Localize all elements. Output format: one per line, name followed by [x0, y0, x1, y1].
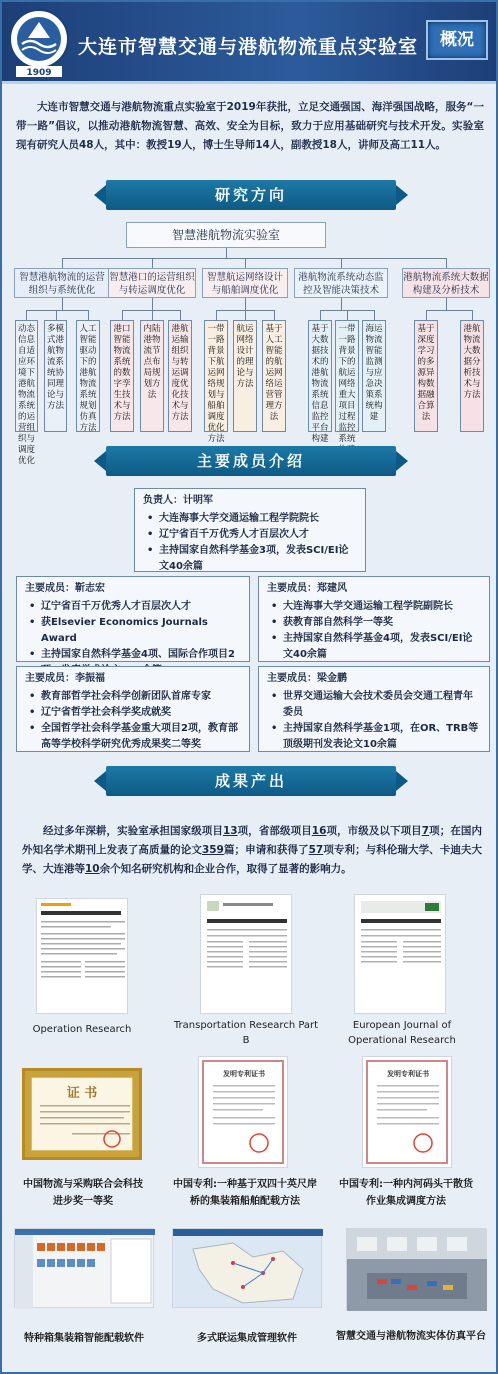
section-banner-members: 主要成员介绍	[106, 446, 396, 476]
paper-caption: Operation Research	[32, 1024, 132, 1035]
research-category: 港航物流系统动态监控及智能决策技术	[294, 268, 388, 298]
member-name: 主要成员：靳志宏	[25, 583, 105, 594]
patent-title: 发明专利证书	[387, 1070, 429, 1078]
software-screenshot	[14, 1228, 154, 1308]
research-topic: 一带一路背景下航运网络规划与船舶调度优化方法	[204, 320, 228, 432]
member-detail: • 大连海事大学交通运输工程学院院长	[143, 511, 357, 527]
tree-connector	[62, 258, 446, 259]
patent-certificate	[198, 1056, 288, 1168]
software-caption: 多式联运集成管理软件	[197, 1333, 297, 1344]
section-banner-results: 成果产出	[106, 766, 396, 796]
research-root-node: 智慧港航物流实验室	[126, 222, 326, 248]
award-caption: 中国物流与采购联合会科技进步奖一等奖	[23, 1179, 143, 1207]
tree-connector	[245, 258, 246, 268]
research-topic: 基于人工智能的航运网络运营管理方法	[262, 320, 286, 432]
paper-thumbnail	[354, 894, 446, 1014]
tree-connector	[26, 310, 88, 311]
paper-thumbnail	[36, 898, 128, 1014]
tree-connector	[62, 298, 63, 310]
member-card	[16, 666, 250, 752]
platform-caption: 智慧交通与港航物流实体仿真平台	[336, 1331, 486, 1342]
tree-connector	[152, 310, 153, 320]
tree-connector	[472, 310, 473, 320]
patent-title: 发明专利证书	[223, 1070, 265, 1078]
patent-caption: 中国专利:一种内河码头干散货作业集成调度方法	[339, 1179, 473, 1207]
research-topic: 基于大数据技术的港航物流系统信息监控平台构建	[308, 320, 332, 432]
research-category: 港航物流系统大数据构建及分析技术	[402, 268, 490, 298]
tree-connector	[320, 310, 321, 320]
member-detail: • 主持国家自然科学基金4项、国际合作项目2	[25, 647, 241, 679]
member-card	[258, 666, 490, 752]
tree-connector	[374, 310, 375, 320]
university-logo	[8, 8, 70, 78]
member-detail: • 主持国家自然科学基金3项，发表SCI/EI论文40余篇	[143, 543, 357, 575]
research-category: 智慧港口的运营组织与转运调度优化	[108, 268, 196, 298]
certificate-title: 证 书	[66, 1086, 98, 1101]
tree-connector	[122, 310, 180, 311]
software-caption: 特种箱集装箱智能配载软件	[24, 1333, 144, 1344]
member-name: 主要成员：李振福	[25, 673, 105, 684]
logo-year: 1909	[26, 68, 52, 78]
paper-caption: Transportation Research Part B	[173, 1020, 319, 1046]
member-name: 负责人：计明军	[143, 495, 213, 506]
member-detail: • 主持国家自然科学基金1项，在OR、TRB等顶级期刊发表论文10余篇	[267, 721, 481, 753]
software-screenshot	[172, 1228, 322, 1308]
research-category: 智慧航运网络设计与船舶调度优化	[202, 268, 288, 298]
tree-connector	[245, 310, 246, 320]
member-detail: • 大连海事大学交通运输工程学院副院长	[267, 599, 481, 615]
platform-photo	[346, 1228, 486, 1310]
research-topic: 基于深度学习的多源异构数据融合算法	[414, 320, 438, 432]
research-topic: 港航物流大数据分析技术与方法	[460, 320, 484, 432]
member-detail: • 获教育部自然科学一等奖	[267, 615, 481, 631]
member-detail: • 获Elsevier Economics Journals Award	[25, 615, 241, 647]
member-detail: • 辽宁省百千万优秀人才百层次人才	[25, 599, 241, 615]
tree-connector	[341, 298, 342, 310]
member-name: 主要成员：郑建风	[267, 583, 347, 594]
research-topic: 一带一路背景下的航运网络重大项目过程监控系统	[335, 320, 359, 432]
results-paragraph: 经过多年深耕，实验室承担国家级项目13项，省部级项目16项，市级及以下项目7项；在国内外知名学术期刊上发表了高质量的论文359篇；申请和获得了57项专利；与科伦瑞大学、卡迪夫大学、大连港等10余个知名研究机构和企业合作，取得了显著的影响力。	[22, 825, 483, 875]
member-detail: • 主持国家自然科学基金4项，发表SCI/EI论文40余篇	[267, 631, 481, 663]
section-banner-research: 研究方向	[106, 180, 396, 210]
research-topic: 动态信息自适应环境下港航物流系统的运营组织与调度优化	[15, 320, 38, 432]
member-card-leader	[134, 488, 366, 572]
research-topic: 海运物流智能监测与应急决策系统构建	[362, 320, 386, 432]
research-topic: 航运网络设计的理论与方法	[233, 320, 257, 432]
research-topic: 多模式港航物流系统协同理论与方法	[44, 320, 67, 432]
tree-connector	[446, 298, 447, 310]
tree-connector	[226, 248, 227, 258]
tree-connector	[180, 310, 181, 320]
tree-connector	[26, 310, 27, 320]
paper-thumbnail	[200, 894, 292, 1014]
header-bar	[2, 2, 496, 84]
research-category: 智慧港航物流的运营组织与系统优化	[14, 268, 110, 298]
patent-caption: 中国专利:一种基于双四十英尺岸桥的集装箱船舶配载方法	[173, 1179, 317, 1207]
research-topic: 人工智能驱动下的港航物流系统规划仿真方法	[76, 320, 100, 432]
research-topic: 内陆港物流节点布局规划方法	[140, 320, 164, 432]
tree-connector	[341, 258, 342, 268]
member-detail: • 全国哲学社会科学基金重大项目2项，教育部高等学校科学研究优秀成果奖二等奖	[25, 721, 241, 753]
tree-connector	[274, 310, 275, 320]
tree-connector	[62, 258, 63, 268]
intro-paragraph: 大连市智慧交通与港航物流重点实验室于2019年获批，立足交通强国、海洋强国战略，服务“一带一路”倡议，以推动港航物流智慧、高效、安全为目标，致力于应用基础研究与技术开发。实验室现有研究人员48人，其中：教授19人，博士生导师14人，副教授18人，讲师及高工11人。	[16, 101, 484, 151]
member-name: 主要成员：梁金鹏	[267, 673, 347, 684]
award-certificate	[22, 1068, 142, 1160]
tree-connector	[122, 310, 123, 320]
page-title: 大连市智慧交通与港航物流重点实验室	[78, 36, 419, 58]
research-topic: 港口智能物流系统的数字孪生技术与方法	[110, 320, 134, 432]
research-topic: 港航运输组织与转运调度优化技术与方法	[168, 320, 192, 432]
member-detail: • 辽宁省百千万优秀人才百层次人才	[143, 527, 357, 543]
paper-caption: European Journal of Operational Research	[348, 1020, 456, 1046]
tree-connector	[245, 298, 246, 310]
tree-connector	[152, 298, 153, 310]
tree-connector	[347, 310, 348, 320]
member-detail: • 世界交通运输大会技术委员会交通工程青年委员	[267, 689, 481, 721]
overview-tag: 概况	[426, 20, 488, 60]
tree-connector	[152, 258, 153, 268]
member-detail: • 教育部哲学社会科学创新团队首席专家	[25, 689, 241, 705]
tree-connector	[426, 310, 472, 311]
member-card	[258, 576, 490, 662]
tree-connector	[56, 310, 57, 320]
member-detail: • 辽宁省哲学社会科学奖成就奖	[25, 705, 241, 721]
tree-connector	[446, 258, 447, 268]
tree-connector	[216, 310, 217, 320]
patent-certificate	[362, 1056, 452, 1168]
tree-connector	[426, 310, 427, 320]
tree-connector	[88, 310, 89, 320]
member-card	[16, 576, 250, 662]
